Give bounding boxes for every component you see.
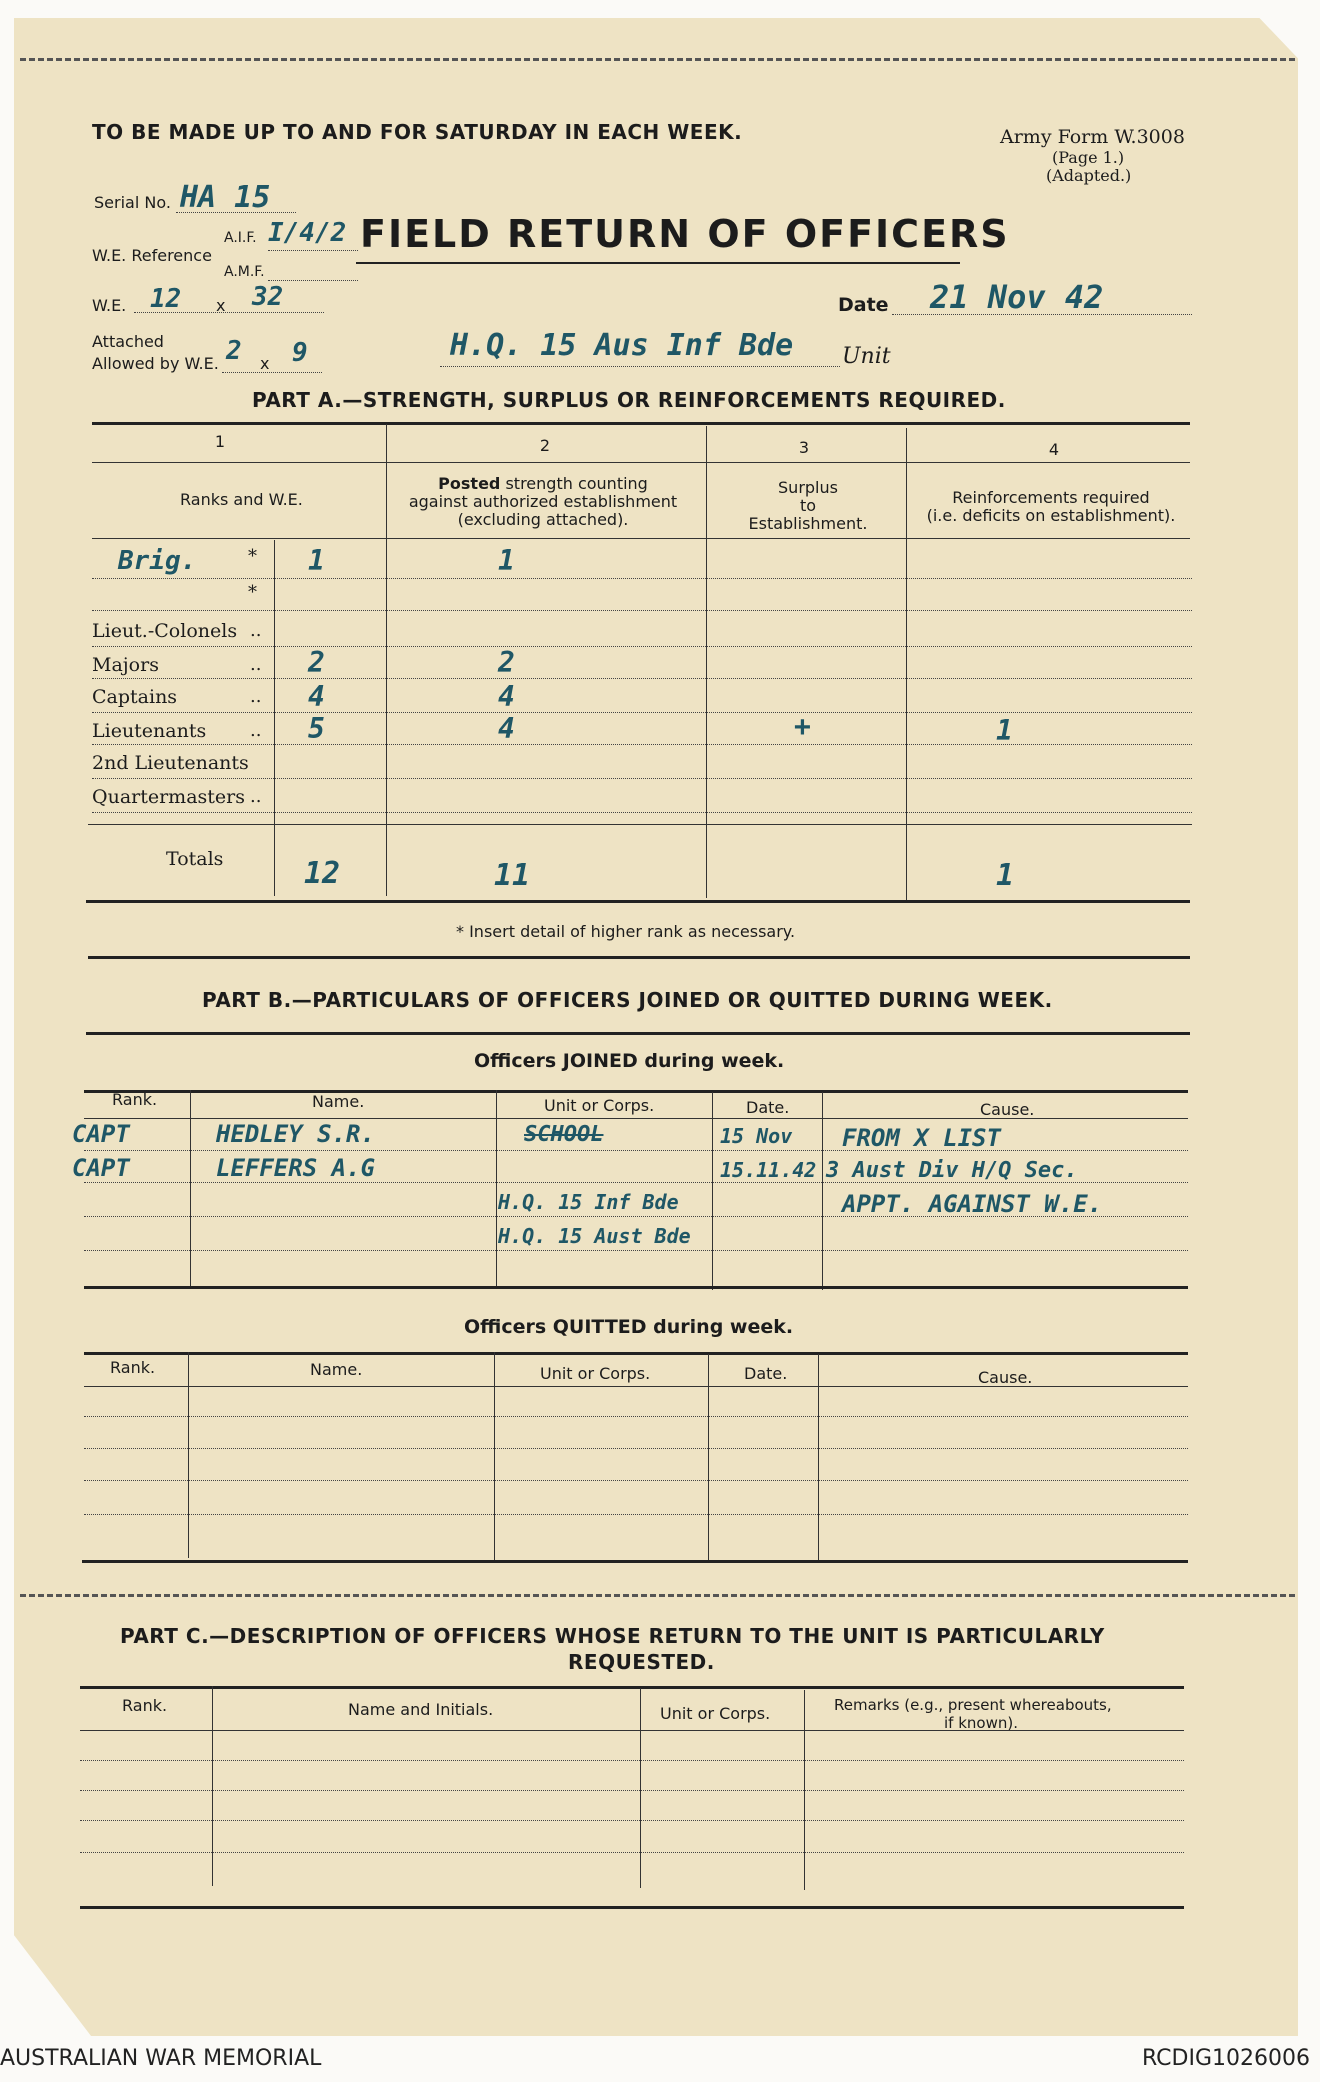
joined-row1-unit: SCHOOL xyxy=(524,1122,604,1147)
col2-header-line2: against authorized establishment xyxy=(408,492,678,511)
we-x: x xyxy=(216,296,226,315)
allowed-label: Allowed by W.E. xyxy=(92,354,219,373)
joined-row2-cause: 3 Aust Div H/Q Sec. xyxy=(826,1158,1078,1183)
col-number-4: 4 xyxy=(1048,440,1060,459)
col2-header-line3: (excluding attached). xyxy=(457,510,629,529)
row-brig-posted: 1 xyxy=(498,544,515,577)
allowed-value-2: 9 xyxy=(292,338,308,368)
row-brig-rank: Brig. xyxy=(118,546,197,576)
form-paper xyxy=(14,18,1298,2036)
form-title: FIELD RETURN OF OFFICERS xyxy=(360,212,1010,256)
part-c-title-line2: REQUESTED. xyxy=(568,1650,715,1674)
row-lieutenants-mark: .. xyxy=(250,720,262,741)
footer-id: RCDIG1026006 xyxy=(1141,2046,1310,2071)
date-value: 21 Nov 42 xyxy=(930,278,1104,316)
col4-header-line1: Reinforcements required xyxy=(952,488,1150,507)
aif-value: I/4/2 xyxy=(268,218,347,248)
row-quartermasters: Quartermasters xyxy=(92,786,245,808)
joined-row1-cause: FROM X LIST xyxy=(842,1124,1001,1152)
joined-row2-rank: CAPT xyxy=(72,1154,130,1182)
joined-row2-name: LEFFERS A.G xyxy=(216,1154,375,1182)
allowed-value-1: 2 xyxy=(226,336,242,366)
quitted-title: Officers QUITTED during week. xyxy=(464,1316,794,1338)
army-form-number: Army Form W.3008 xyxy=(1000,126,1185,148)
row-captains-posted: 4 xyxy=(498,680,515,713)
joined-row1-rank: CAPT xyxy=(72,1120,130,1148)
row-majors-posted: 2 xyxy=(498,646,515,679)
col4-header-line2: (i.e. deficits on establishment). xyxy=(926,506,1176,525)
row-lieutenants-posted: 4 xyxy=(498,712,515,745)
row-majors-we: 2 xyxy=(308,646,325,679)
part-b-title: PART B.—PARTICULARS OF OFFICERS JOINED OR QUITTED DURING WEEK. xyxy=(202,988,1053,1012)
part-c-header-remarks-line2: if known). xyxy=(944,1714,1018,1732)
row-lieutenants-surplus: + xyxy=(794,710,811,743)
col2-header: Posted strength counting xyxy=(438,474,648,493)
col1-header: Ranks and W.E. xyxy=(180,490,303,509)
part-a-title: PART A.—STRENGTH, SURPLUS OR REINFORCEMENTS REQUIRED. xyxy=(252,388,1006,412)
totals-reinf: 1 xyxy=(996,858,1015,893)
perforation-middle xyxy=(20,1594,1295,1597)
joined-header-rank: Rank. xyxy=(112,1090,158,1109)
joined-header-cause: Cause. xyxy=(980,1100,1035,1119)
row-blank-mark: * xyxy=(248,582,257,603)
row-brig-we: 1 xyxy=(308,544,325,577)
part-a-footnote: * Insert detail of higher rank as necessary. xyxy=(456,922,796,941)
row-captains-mark: .. xyxy=(250,686,262,707)
serial-value: HA 15 xyxy=(180,180,271,215)
we-value-2: 32 xyxy=(252,282,284,312)
quitted-header-rank: Rank. xyxy=(110,1358,156,1377)
we-reference-label: W.E. Reference xyxy=(92,246,212,265)
quitted-header-name: Name. xyxy=(310,1360,363,1379)
row-lieut-colonels-mark: .. xyxy=(250,620,262,641)
form-adapted: (Adapted.) xyxy=(1046,166,1132,185)
form-instruction: TO BE MADE UP TO AND FOR SATURDAY IN EACH WEEK. xyxy=(92,120,743,144)
we-label: W.E. xyxy=(92,296,127,315)
row-captains-we: 4 xyxy=(308,680,325,713)
joined-title: Officers JOINED during week. xyxy=(474,1050,785,1072)
aif-label: A.I.F. xyxy=(224,230,257,246)
we-value-1: 12 xyxy=(150,284,182,314)
footer-source: AUSTRALIAN WAR MEMORIAL xyxy=(0,2046,322,2071)
row-majors-mark: .. xyxy=(250,654,262,675)
joined-header-unit: Unit or Corps. xyxy=(544,1096,655,1115)
unit-label: Unit xyxy=(842,344,891,369)
part-c-header-rank: Rank. xyxy=(122,1696,168,1715)
row-lieut-colonels: Lieut.-Colonels xyxy=(92,620,238,642)
totals-posted: 11 xyxy=(494,858,531,893)
part-c-header-remarks: Remarks (e.g., present whereabouts, xyxy=(834,1696,1112,1714)
attached-label: Attached xyxy=(92,332,164,351)
amf-label: A.M.F. xyxy=(224,264,265,280)
row-brig-mark: * xyxy=(248,546,257,567)
row-captains: Captains xyxy=(92,686,178,708)
quitted-header-cause: Cause. xyxy=(978,1368,1033,1387)
col-number-2: 2 xyxy=(539,436,551,455)
joined-row4-unit: H.Q. 15 Aust Bde xyxy=(498,1224,691,1248)
quitted-header-date: Date. xyxy=(744,1364,788,1383)
perforation-top xyxy=(20,58,1295,61)
joined-row1-name: HEDLEY S.R. xyxy=(216,1120,375,1148)
joined-row3-cause: APPT. AGAINST W.E. xyxy=(842,1190,1103,1218)
unit-value: H.Q. 15 Aus Inf Bde xyxy=(450,328,794,363)
date-label: Date xyxy=(838,294,889,316)
col3-header-line3: Establishment. xyxy=(748,514,868,533)
row-majors: Majors xyxy=(92,654,159,676)
joined-header-date: Date. xyxy=(746,1098,790,1117)
col-number-1: 1 xyxy=(214,432,226,451)
col3-header-line2: to xyxy=(799,496,817,515)
part-c-title-line1: PART C.—DESCRIPTION OF OFFICERS WHOSE RETURN TO THE UNIT IS PARTICULARLY xyxy=(120,1624,1105,1648)
joined-header-name: Name. xyxy=(312,1092,365,1111)
part-c-header-name: Name and Initials. xyxy=(348,1700,494,1719)
quitted-header-unit: Unit or Corps. xyxy=(540,1364,651,1383)
row-2nd-lieutenants: 2nd Lieutenants xyxy=(92,752,249,774)
form-page: (Page 1.) xyxy=(1052,148,1125,167)
col-number-3: 3 xyxy=(798,438,810,457)
col3-header-line1: Surplus xyxy=(778,478,838,497)
serial-label: Serial No. xyxy=(94,193,171,212)
joined-row1-date: 15 Nov xyxy=(720,1124,793,1148)
joined-row2-date: 15.11.42 xyxy=(720,1158,817,1182)
row-quartermasters-mark: .. xyxy=(250,786,262,807)
totals-label: Totals xyxy=(166,848,224,870)
part-c-header-unit: Unit or Corps. xyxy=(660,1704,771,1723)
row-lieutenants-reinf: 1 xyxy=(996,714,1013,747)
row-lieutenants: Lieutenants xyxy=(92,720,207,742)
totals-we: 12 xyxy=(304,856,341,891)
allowed-x: x xyxy=(260,354,270,373)
row-lieutenants-we: 5 xyxy=(308,712,325,745)
joined-row3-unit: H.Q. 15 Inf Bde xyxy=(498,1190,679,1214)
